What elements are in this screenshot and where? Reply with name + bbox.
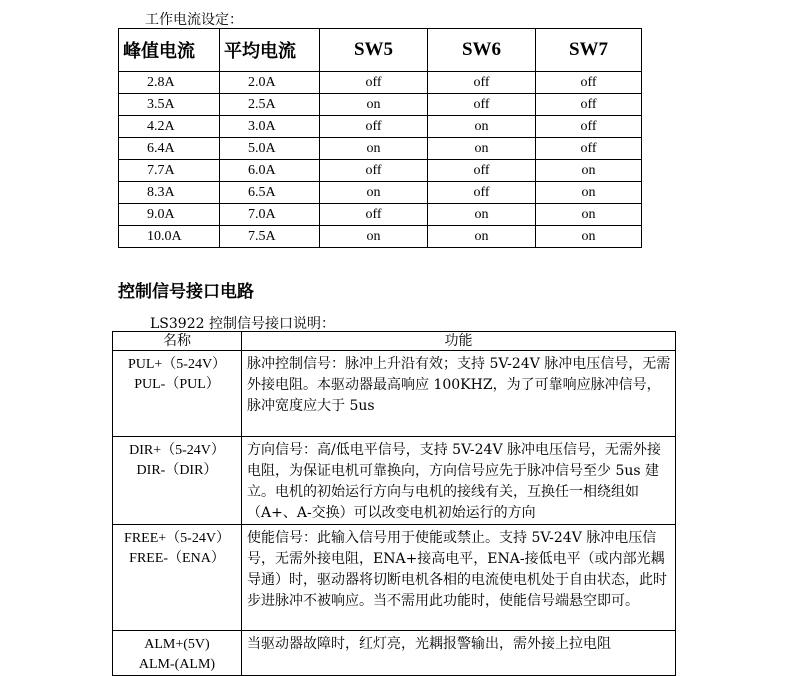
cell-sw5: on [320, 94, 428, 116]
table-row [119, 160, 642, 182]
signal-name: ALM-(ALM) [138, 657, 216, 672]
signal-name: FREE+（5-24V） [124, 531, 230, 546]
cell-sw5: off [320, 204, 428, 226]
table-row [119, 204, 642, 226]
section-heading: 控制信号接口电路 [118, 282, 254, 302]
header-name: 名称 [113, 332, 242, 351]
cell-sw6: on [428, 204, 536, 226]
cell-sw6: on [428, 116, 536, 138]
table-row [113, 525, 676, 631]
cell-sw6: off [428, 182, 536, 204]
cell-peak-current: 6.4A [119, 138, 220, 160]
cell-average-current: 5.0A [220, 138, 320, 160]
cell-average-current: 6.5A [220, 182, 320, 204]
cell-sw7: on [536, 182, 642, 204]
signal-name: PUL-（PUL） [134, 377, 220, 392]
header-function: 功能 [242, 332, 676, 351]
cell-average-current: 7.0A [220, 204, 320, 226]
table-row [119, 226, 642, 248]
signal-name: ALM+(5V) [144, 637, 210, 652]
signal-interface-table [112, 331, 676, 676]
cell-peak-current: 9.0A [119, 204, 220, 226]
table-row [119, 182, 642, 204]
table-row [119, 94, 642, 116]
header-sw5: SW5 [320, 29, 428, 72]
cell-peak-current: 3.5A [119, 94, 220, 116]
current-setting-table [118, 28, 642, 248]
cell-peak-current: 4.2A [119, 116, 220, 138]
signal-name-cell [113, 631, 242, 676]
signal-name-cell [113, 525, 242, 631]
header-average-current: 平均电流 [220, 29, 320, 72]
cell-sw6: on [428, 226, 536, 248]
cell-sw6: off [428, 72, 536, 94]
signal-name: FREE-（ENA） [129, 551, 225, 566]
cell-average-current: 2.5A [220, 94, 320, 116]
current-setting-caption: 工作电流设定： [145, 12, 243, 28]
cell-sw5: on [320, 226, 428, 248]
cell-sw6: on [428, 138, 536, 160]
cell-peak-current: 10.0A [119, 226, 220, 248]
cell-peak-current: 8.3A [119, 182, 220, 204]
header-sw7: SW7 [536, 29, 642, 72]
header-sw6: SW6 [428, 29, 536, 72]
cell-average-current: 7.5A [220, 226, 320, 248]
table-row [119, 138, 642, 160]
cell-peak-current: 7.7A [119, 160, 220, 182]
signal-function-text: 当驱动器故障时，红灯亮，光耦报警输出，需外接上拉电阻 [242, 631, 676, 676]
table-header-row [113, 332, 676, 351]
cell-average-current: 3.0A [220, 116, 320, 138]
signal-function-text: 方向信号：高/低电平信号，支持 5V-24V 脉冲电压信号，无需外接电阻，为保证电机可靠换向，方向信号应先于脉冲信号至少 5us 建立。电机的初始运行方向与电机的接线有关，互换任一相绕组如（A+、A-交换）可以改变电机初始运行的方向 [242, 437, 676, 525]
cell-sw5: off [320, 72, 428, 94]
cell-sw6: off [428, 94, 536, 116]
cell-sw7: on [536, 160, 642, 182]
cell-average-current: 2.0A [220, 72, 320, 94]
table-row [113, 437, 676, 525]
table-row [113, 351, 676, 437]
cell-sw5: on [320, 182, 428, 204]
cell-sw7: on [536, 226, 642, 248]
signal-name: DIR-（DIR） [136, 463, 218, 478]
signal-name: PUL+（5-24V） [127, 357, 227, 372]
cell-sw5: on [320, 138, 428, 160]
cell-sw7: off [536, 94, 642, 116]
cell-sw7: on [536, 204, 642, 226]
table-row [119, 116, 642, 138]
signal-name-cell [113, 351, 242, 437]
signal-name: DIR+（5-24V） [129, 443, 225, 458]
header-peak-current: 峰值电流 [119, 29, 220, 72]
cell-sw6: off [428, 160, 536, 182]
signal-function-text: 使能信号：此输入信号用于使能或禁止。支持 5V-24V 脉冲电压信号，无需外接电阻，ENA+接高电平，ENA-接低电平（或内部光耦导通）时，驱动器将切断电机各相的电流使电机处于自由状态，此时步进脉冲不被响应。当不需用此功能时，使能信号端悬空即可。 [242, 525, 676, 631]
signal-function-text: 脉冲控制信号：脉冲上升沿有效；支持 5V-24V 脉冲电压信号，无需外接电阻。本驱动器最高响应 100KHZ，为了可靠响应脉冲信号，脉冲宽度应大于 5us [242, 351, 676, 437]
cell-average-current: 6.0A [220, 160, 320, 182]
signal-name-cell [113, 437, 242, 525]
signal-interface-caption: LS3922 控制信号接口说明： [150, 316, 335, 332]
cell-peak-current: 2.8A [119, 72, 220, 94]
cell-sw5: off [320, 160, 428, 182]
cell-sw7: off [536, 116, 642, 138]
cell-sw5: off [320, 116, 428, 138]
cell-sw7: off [536, 72, 642, 94]
table-header-row [119, 29, 642, 72]
cell-sw7: off [536, 138, 642, 160]
table-row [113, 631, 676, 676]
table-row [119, 72, 642, 94]
